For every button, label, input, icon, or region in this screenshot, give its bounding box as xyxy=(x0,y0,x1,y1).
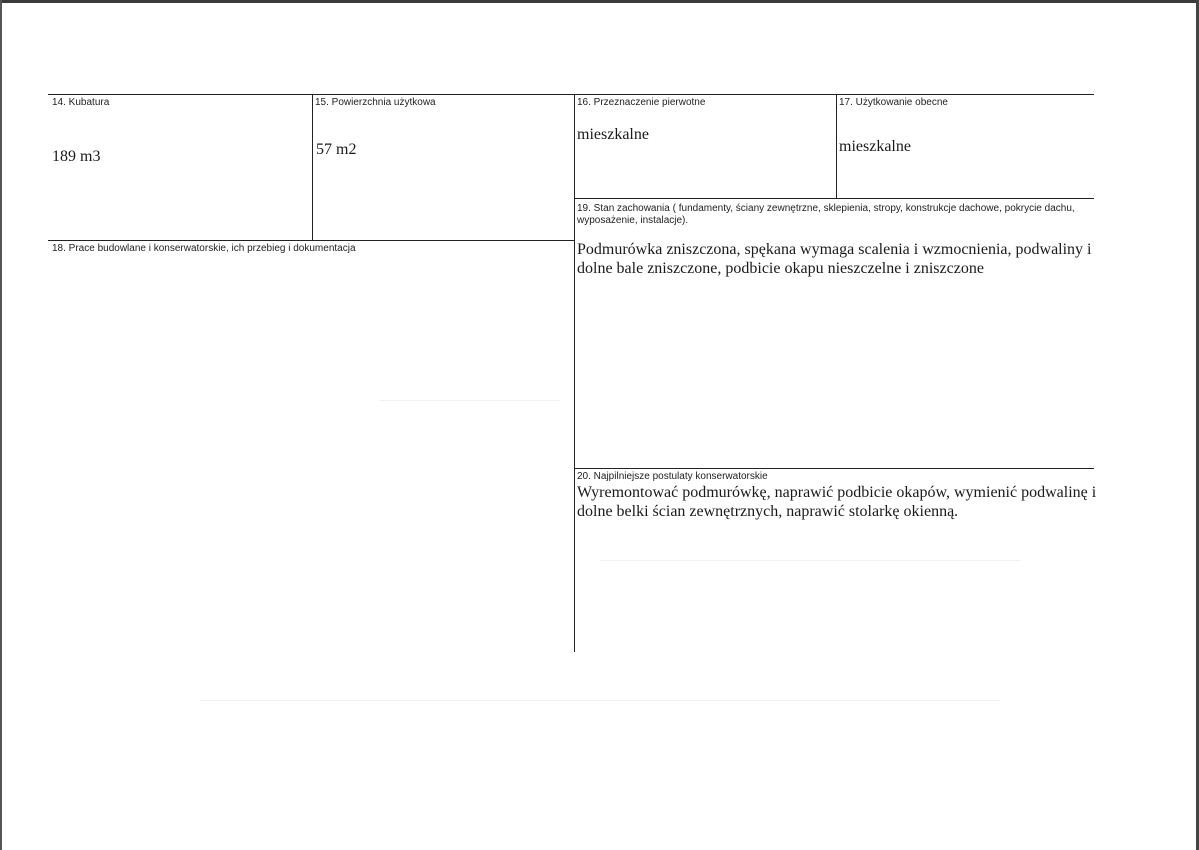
field-16-value: mieszkalne xyxy=(577,126,649,143)
field-16-label: 16. Przeznaczenie pierwotne xyxy=(577,97,706,108)
field-14-label: 14. Kubatura xyxy=(52,97,110,108)
border-above-18 xyxy=(48,240,574,241)
field-15-value: 57 m2 xyxy=(316,141,357,158)
field-20-label: 20. Najpilniejsze postulaty konserwatorskie xyxy=(577,471,768,482)
scan-artifact xyxy=(380,400,560,401)
divider-15-16 xyxy=(574,94,575,652)
form-top-border xyxy=(48,94,1094,95)
field-18-label: 18. Prace budowlane i konserwatorskie, ich przebieg i dokumentacja xyxy=(52,243,356,254)
field-14-value: 189 m3 xyxy=(52,148,101,165)
divider-14-15 xyxy=(312,94,313,240)
field-20-value: Wyremontować podmurówkę, naprawić podbicie okapów, wymienić podwalinę i dolne belki ścian zewnętrznych, naprawić stolarkę okienną. xyxy=(577,484,1097,520)
border-above-19 xyxy=(574,198,1094,199)
field-19-value: Podmurówka zniszczona, spękana wymaga scalenia i wzmocnienia, podwaliny i dolne bale zniszczone, podbicie okapu nieszczelne i zniszczone xyxy=(577,241,1092,277)
field-19-label: 19. Stan zachowania ( fundamenty, ściany zewnętrzne, sklepienia, stropy, konstrukcje dachowe, pokrycie dachu, wyposażenie, instalacje). xyxy=(577,203,1075,226)
scan-edge-top xyxy=(0,0,1199,3)
field-17-value: mieszkalne xyxy=(839,138,911,155)
field-15-label: 15. Powierzchnia użytkowa xyxy=(315,97,436,108)
scan-artifact xyxy=(600,560,1020,561)
border-above-20 xyxy=(574,468,1094,469)
scan-artifact xyxy=(200,700,1000,701)
scan-edge-left xyxy=(0,0,2,850)
divider-16-17 xyxy=(836,94,837,198)
field-17-label: 17. Użytkowanie obecne xyxy=(839,97,948,108)
